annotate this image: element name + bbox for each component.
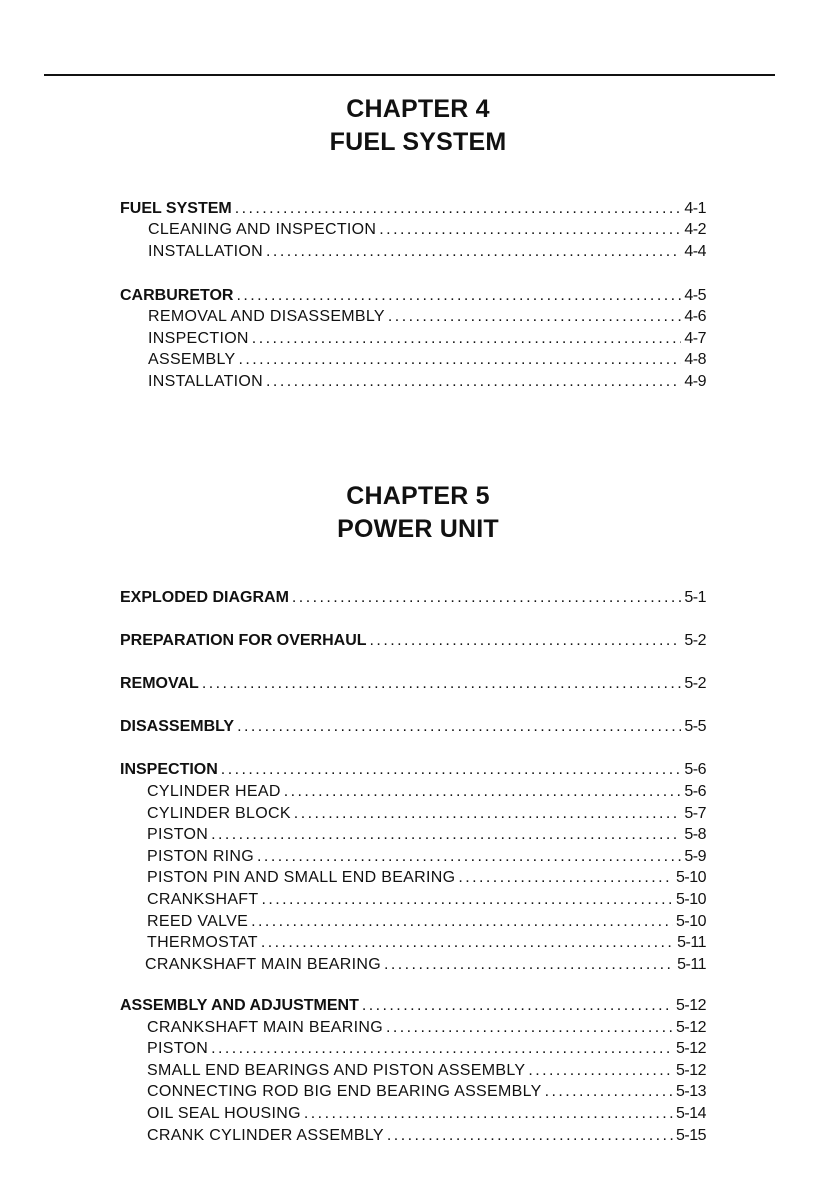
dot-leader: [221, 760, 682, 780]
toc-entry-title: CLEANING AND INSPECTION: [148, 221, 377, 238]
dot-leader: [261, 933, 674, 953]
toc-entry-page: 5-1: [684, 589, 706, 606]
toc-entry-page: 5-12: [675, 1019, 706, 1036]
toc-entry-title: CYLINDER HEAD: [147, 783, 281, 800]
toc-entry[interactable]: [147, 1039, 706, 1059]
dot-leader: [458, 868, 673, 888]
toc-entry-title: CRANKSHAFT MAIN BEARING: [145, 956, 381, 973]
toc-entry-page: 4-5: [684, 287, 706, 304]
dot-leader: [294, 804, 682, 824]
toc-entry-page: 5-7: [684, 805, 706, 822]
toc-entry[interactable]: [148, 242, 706, 262]
toc-entry-page: 5-12: [675, 1062, 706, 1079]
toc-entry-title: CONNECTING ROD BIG END BEARING ASSEMBLY: [147, 1083, 542, 1100]
toc-entry[interactable]: [145, 955, 706, 975]
dot-leader: [202, 674, 682, 694]
toc-entry[interactable]: [120, 996, 706, 1016]
toc-entry-page: 5-2: [684, 675, 706, 692]
toc-entry[interactable]: [148, 350, 706, 370]
toc-entry-title: OIL SEAL HOUSING: [147, 1105, 301, 1122]
toc-entry[interactable]: [120, 760, 706, 780]
toc-entry-title: PISTON: [147, 826, 209, 843]
toc-entry-title: REED VALVE: [147, 913, 249, 930]
toc-entry-page: 4-8: [684, 351, 706, 368]
toc-entry-page: 4-7: [684, 330, 706, 347]
toc-entry-title: THERMOSTAT: [147, 934, 258, 951]
dot-leader: [386, 1018, 673, 1038]
toc-entry[interactable]: [147, 890, 706, 910]
toc-entry-title: INSTALLATION: [148, 373, 264, 390]
dot-leader: [388, 307, 681, 327]
top-rule: [44, 74, 775, 76]
toc-entry[interactable]: [147, 825, 706, 845]
dot-leader: [237, 717, 681, 737]
toc-entry[interactable]: [147, 1061, 706, 1081]
toc-entry-page: 5-9: [684, 848, 706, 865]
toc-entry-title: CRANKSHAFT MAIN BEARING: [147, 1019, 383, 1036]
toc-entry-title: CRANKSHAFT: [147, 891, 259, 908]
dot-leader: [261, 890, 673, 910]
toc-entry-title: CARBURETOR: [120, 287, 234, 304]
toc-entry[interactable]: [147, 933, 706, 953]
toc-entry-page: 4-2: [684, 221, 706, 238]
dot-leader: [362, 996, 673, 1016]
toc-entry-title: REMOVAL: [120, 675, 199, 692]
toc-entry[interactable]: [147, 912, 706, 932]
toc-entry-title: REMOVAL AND DISASSEMBLY: [148, 308, 385, 325]
toc-entry-page: 5-12: [675, 1040, 706, 1057]
toc-entry-page: 5-6: [684, 761, 706, 778]
toc-entry[interactable]: [147, 1126, 706, 1146]
chapter-5-heading: [0, 480, 836, 546]
toc-entry-title: INSPECTION: [148, 330, 249, 347]
dot-leader: [384, 955, 674, 975]
toc-entry[interactable]: [147, 782, 706, 802]
dot-leader: [284, 782, 682, 802]
toc-entry[interactable]: [147, 1104, 706, 1124]
dot-leader: [266, 372, 681, 392]
toc-entry-title: EXPLODED DIAGRAM: [120, 589, 289, 606]
toc-entry-page: 5-12: [675, 997, 706, 1014]
dot-leader: [292, 588, 681, 608]
toc-entry-page: 5-2: [684, 632, 706, 649]
dot-leader: [251, 912, 673, 932]
toc-entry-page: 5-11: [677, 956, 706, 973]
chapter-4-heading: [0, 93, 836, 159]
toc-entry-page: 4-1: [684, 200, 706, 217]
toc-entry-page: 4-6: [684, 308, 706, 325]
toc-entry[interactable]: [120, 588, 706, 608]
toc-entry-title: FUEL SYSTEM: [120, 200, 232, 217]
toc-entry[interactable]: [120, 286, 706, 306]
toc-entry[interactable]: [147, 847, 706, 867]
dot-leader: [236, 286, 681, 306]
toc-entry-title: PISTON: [147, 1040, 209, 1057]
toc-entry-page: 5-15: [675, 1127, 706, 1144]
toc-entry[interactable]: [147, 1082, 706, 1102]
dot-leader: [545, 1082, 673, 1102]
toc-entry-page: 5-5: [684, 718, 706, 735]
toc-entry-page: 5-6: [684, 783, 706, 800]
dot-leader: [266, 242, 681, 262]
toc-entry[interactable]: [148, 307, 706, 327]
toc-entry-page: 4-4: [684, 243, 706, 260]
toc-entry-title: ASSEMBLY: [148, 351, 236, 368]
toc-entry-title: PREPARATION FOR OVERHAUL: [120, 632, 367, 649]
toc-entry-title: INSPECTION: [120, 761, 218, 778]
toc-entry-title: SMALL END BEARINGS AND PISTON ASSEMBLY: [147, 1062, 526, 1079]
toc-entry[interactable]: [147, 868, 706, 888]
dot-leader: [235, 199, 682, 219]
toc-entry-title: CYLINDER BLOCK: [147, 805, 291, 822]
dot-leader: [379, 220, 681, 240]
toc-entry-title: PISTON PIN AND SMALL END BEARING: [147, 869, 456, 886]
toc-entry-page: 4-9: [684, 373, 706, 390]
toc-entry-page: 5-11: [677, 934, 706, 951]
toc-entry-page: 5-13: [675, 1083, 706, 1100]
toc-entry-title: CRANK CYLINDER ASSEMBLY: [147, 1127, 384, 1144]
toc-entry[interactable]: [120, 674, 706, 694]
chapter-5-label: CHAPTER 5: [346, 482, 490, 510]
toc-entry[interactable]: [147, 804, 706, 824]
chapter-4-subject: FUEL SYSTEM: [329, 128, 507, 156]
toc-entry[interactable]: [120, 717, 706, 737]
dot-leader: [370, 631, 682, 651]
toc-entry-page: 5-10: [675, 869, 706, 886]
dot-leader: [387, 1126, 673, 1146]
toc-entry-title: PISTON RING: [147, 848, 255, 865]
toc-entry-page: 5-14: [675, 1105, 706, 1122]
toc-entry[interactable]: [148, 220, 706, 240]
toc-entry-title: DISASSEMBLY: [120, 718, 235, 735]
toc-entry-page: 5-10: [675, 891, 706, 908]
dot-leader: [252, 329, 682, 349]
dot-leader: [528, 1061, 673, 1081]
toc-entry[interactable]: [148, 372, 706, 392]
chapter-4-label: CHAPTER 4: [346, 95, 490, 123]
toc-entry-page: 5-8: [684, 826, 706, 843]
toc-entry-title: ASSEMBLY AND ADJUSTMENT: [120, 997, 359, 1014]
toc-entry-title: INSTALLATION: [148, 243, 264, 260]
dot-leader: [257, 847, 681, 867]
toc-entry[interactable]: [147, 1018, 706, 1038]
dot-leader: [211, 825, 681, 845]
toc-entry-page: 5-10: [675, 913, 706, 930]
dot-leader: [238, 350, 681, 370]
toc-entry[interactable]: [120, 631, 706, 651]
toc-entry[interactable]: [120, 199, 706, 219]
toc-entry[interactable]: [148, 329, 706, 349]
dot-leader: [211, 1039, 673, 1059]
dot-leader: [304, 1104, 673, 1124]
chapter-5-subject: POWER UNIT: [337, 515, 499, 543]
